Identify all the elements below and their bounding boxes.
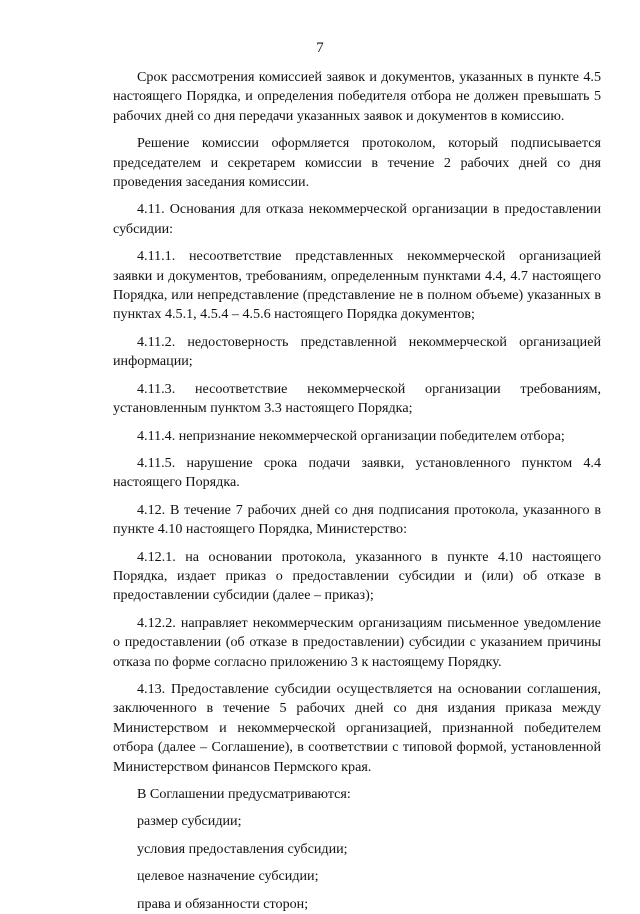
paragraph-6: 4.11.3. несоответствие некоммерческой организации требованиям, установленным пунктом 3.3 настоящего Порядка; [113, 380, 601, 417]
paragraph-11: 4.12.2. направляет некоммерческим организациям письменное уведомление о предоставлении (об отказе в предоставлении) субсидии с указанием причины отказа по форме согласно приложению 3 к настоящему Порядку. [113, 614, 601, 670]
paragraph-8: 4.11.5. нарушение срока подачи заявки, установленного пунктом 4.4 настоящего Порядка. [113, 454, 601, 491]
list-item: условия предоставления субсидии; [137, 840, 348, 857]
paragraph-12: 4.13. Предоставление субсидии осуществляется на основании соглашения, заключенного в течение 5 рабочих дней со дня издания приказа между Министерством и некоммерческой организацией, признанной победителем отбора (далее – Соглашение), в соответствии с типовой формой, установленной Министерством финансов Пермского края. [113, 680, 601, 775]
document-body [113, 68, 601, 914]
page-number: 7 [316, 40, 324, 56]
paragraph-3: 4.11. Основания для отказа некоммерческой организации в предоставлении субсидии: [113, 201, 601, 237]
paragraph-2: Решение комиссии оформляется протоколом, который подписывается председателем и секретарем комиссии в течение 2 рабочих дней со дня проведения заседания комиссии. [113, 135, 601, 191]
paragraph-9: 4.12. В течение 7 рабочих дней со дня подписания протокола, указанного в пункте 4.10 настоящего Порядка, Министерство: [113, 501, 601, 538]
list-item: права и обязанности сторон; [137, 895, 309, 912]
paragraph-5: 4.11.2. недостоверность представленной некоммерческой организацией информации; [113, 333, 601, 370]
paragraph-10: 4.12.1. на основании протокола, указанного в пункте 4.10 настоящего Порядка, издает приказ о предоставлении субсидии и (или) об отказе в предоставлении субсидии (далее – приказ); [113, 548, 601, 604]
list-item: размер субсидии; [137, 813, 242, 830]
paragraph-4: 4.11.1. несоответствие представленных некоммерческой организацией заявки и документов, требованиям, определенным пунктами 4.4, 4.7 настоящего Порядка, или непредставление (представление не в полном объеме) указанных в пунктах 4.5.1, 4.5.4 – 4.5.6 настоящего Порядка документов; [113, 248, 601, 323]
list-item: целевое назначение субсидии; [137, 868, 319, 885]
paragraph-13: В Соглашении предусматриваются: [137, 786, 351, 802]
paragraph-7: 4.11.4. непризнание некоммерческой организации победителем отбора; [137, 427, 565, 444]
paragraph-1: Срок рассмотрения комиссией заявок и документов, указанных в пункте 4.5 настоящего Порядка, и определения победителя отбора не должен превышать 5 рабочих дней со дня передачи указанных заявок и документов в комиссию. [113, 69, 601, 124]
